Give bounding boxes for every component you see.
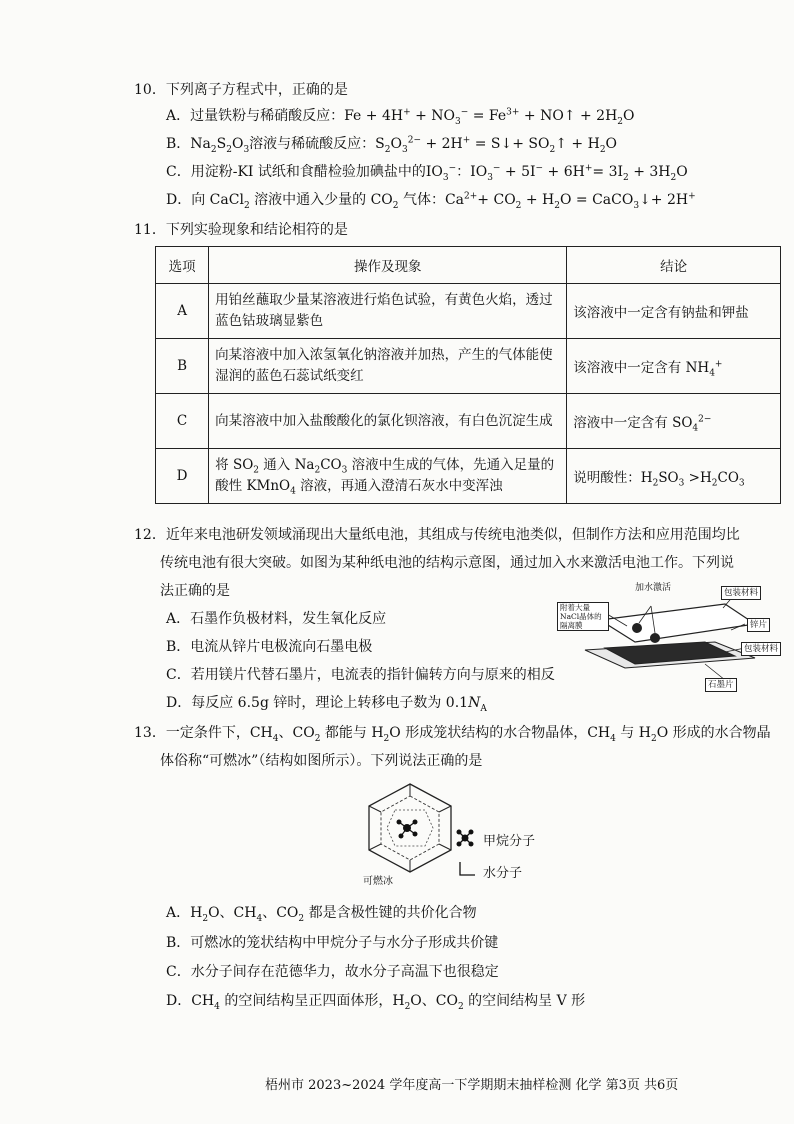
clathrate-cage-drawing <box>355 780 465 876</box>
label-water-activate: 加水激活 <box>635 583 672 593</box>
combustible-ice-diagram <box>355 780 585 890</box>
label-combustible-ice: 可燃冰 <box>363 876 393 887</box>
label-packaging-bottom: 包装材料 <box>741 642 781 656</box>
q10-option-d: D．向 CaCl$_2$ 溶液中通入少量的 $CO_2$ 气体：$Ca^{2+}+ CO_2 + H_2O$ = CaCO$_3$↓+ 2H+ <box>166 191 696 211</box>
row-operation: 用铂丝蘸取少量某溶液进行焰色试验，有黄色火焰，透过蓝色钴玻璃显紫色 <box>209 284 567 339</box>
q12-option-d: D．每反应 6.5g 锌时，理论上转移电子数为 $0.1N_A$ <box>166 695 487 714</box>
q10-stem: 10．下列离子方程式中，正确的是 <box>134 82 348 98</box>
label-nacl-membrane: 附着大量NaCl晶体的隔离膜 <box>557 602 609 631</box>
row-option: B <box>156 339 209 394</box>
table-header-operation: 操作及现象 <box>209 247 567 284</box>
q11-table <box>155 246 781 504</box>
q13-stem-line-2: 体俗称“可燃冰”（结构如图所示）。下列说法正确的是 <box>160 753 483 769</box>
label-packaging-top: 包装材料 <box>721 586 761 600</box>
q13-option-c: C．水分子间存在范德华力，故水分子高温下也很稳定 <box>166 964 499 980</box>
row-conclusion: 该溶液中一定含有钠盐和钾盐 <box>567 284 781 339</box>
row-option: C <box>156 394 209 449</box>
q10-option-c: C．用淀粉-KI 试纸和食醋检验加碘盐中的$IO_3^-$：$IO_3^- + 5I^- + 6H^+= 3I_2 + 3H_2O$ <box>166 163 688 183</box>
row-conclusion: 说明酸性：$H_2SO_3 >H_2CO_3$ <box>567 449 781 504</box>
q12-option-b: B．电流从锌片电极流向石墨电极 <box>166 639 373 655</box>
label-zinc: 锌片 <box>747 618 770 632</box>
table-row <box>156 449 781 504</box>
water-molecule-icon <box>457 860 477 878</box>
q10-option-b: B．$Na_2S_2O_3$溶液与稀硫酸反应：$S_2O_3^{2-} + 2H^+$ = S↓+ $SO_2↑ + H_2O$ <box>166 135 618 155</box>
q13-stem-line-1: 13．一定条件下，$CH_4$、$CO_2$ 都能与 $H_2O$ 形成笼状结构的水合物晶体，$CH_4$ 与 $H_2O$ 形成的水合物晶 <box>134 725 771 744</box>
q10-option-a: A．过量铁粉与稀硝酸反应：$Fe + 4H^+ + NO_3^- = Fe^{3+}$ + NO↑ + $2H_2O$ <box>166 107 635 127</box>
row-operation: 将 $SO_2$ 通入 $Na_2CO_3$ 溶液中生成的气体，先通入足量的酸性 KMnO$_4$ 溶液，再通入澄清石灰水中变浑浊 <box>209 449 567 504</box>
row-operation: 向某溶液中加入浓氢氧化钠溶液并加热，产生的气体能使湿润的蓝色石蕊试纸变红 <box>209 339 567 394</box>
row-option: D <box>156 449 209 504</box>
table-row <box>156 394 781 449</box>
q12-option-c: C．若用镁片代替石墨片，电流表的指针偏转方向与原来的相反 <box>166 667 555 683</box>
page-footer: 梧州市 2023~2024 学年度高一下学期期末抽样检测 化学 第3页 共6页 <box>265 1078 679 1093</box>
label-graphite: 石墨片 <box>705 678 737 692</box>
q13-option-a: A．$H_2O$、$CH_4$、$CO_2$ 都是含极性键的共价化合物 <box>166 905 477 924</box>
q13-option-d: D．$CH_4$ 的空间结构呈正四面体形，$H_2O$、$CO_2$ 的空间结构呈 V 形 <box>166 993 586 1012</box>
label-water-molecule: 水分子 <box>483 866 523 881</box>
q12-stem-line-1: 12．近年来电池研发领域涌现出大量纸电池，其组成与传统电池类似，但制作方法和应用范围均比 <box>134 527 740 543</box>
q12-stem-line-3: 法正确的是 <box>160 583 230 599</box>
q12-option-a: A．石墨作负极材料，发生氧化反应 <box>166 611 387 627</box>
q11-stem: 11．下列实验现象和结论相符的是 <box>134 222 348 238</box>
row-option: A <box>156 284 209 339</box>
label-methane-molecule: 甲烷分子 <box>483 834 536 849</box>
table-row <box>156 339 781 394</box>
row-conclusion: 该溶液中一定含有 $NH_4^+$ <box>567 339 781 394</box>
q13-option-b: B．可燃冰的笼状结构中甲烷分子与水分子形成共价键 <box>166 935 499 951</box>
paper-battery-diagram <box>555 580 781 692</box>
q12-stem-line-2: 传统电池有很大突破。如图为某种纸电池的结构示意图，通过加入水来激活电池工作。下列说 <box>160 555 734 571</box>
table-row <box>156 284 781 339</box>
table-header-option: 选项 <box>156 247 209 284</box>
row-operation: 向某溶液中加入盐酸酸化的氯化钡溶液，有白色沉淀生成 <box>209 394 567 449</box>
methane-molecule-icon <box>455 828 475 848</box>
table-header-conclusion: 结论 <box>567 247 781 284</box>
row-conclusion: 溶液中一定含有 $SO_4^{2-}$ <box>567 394 781 449</box>
